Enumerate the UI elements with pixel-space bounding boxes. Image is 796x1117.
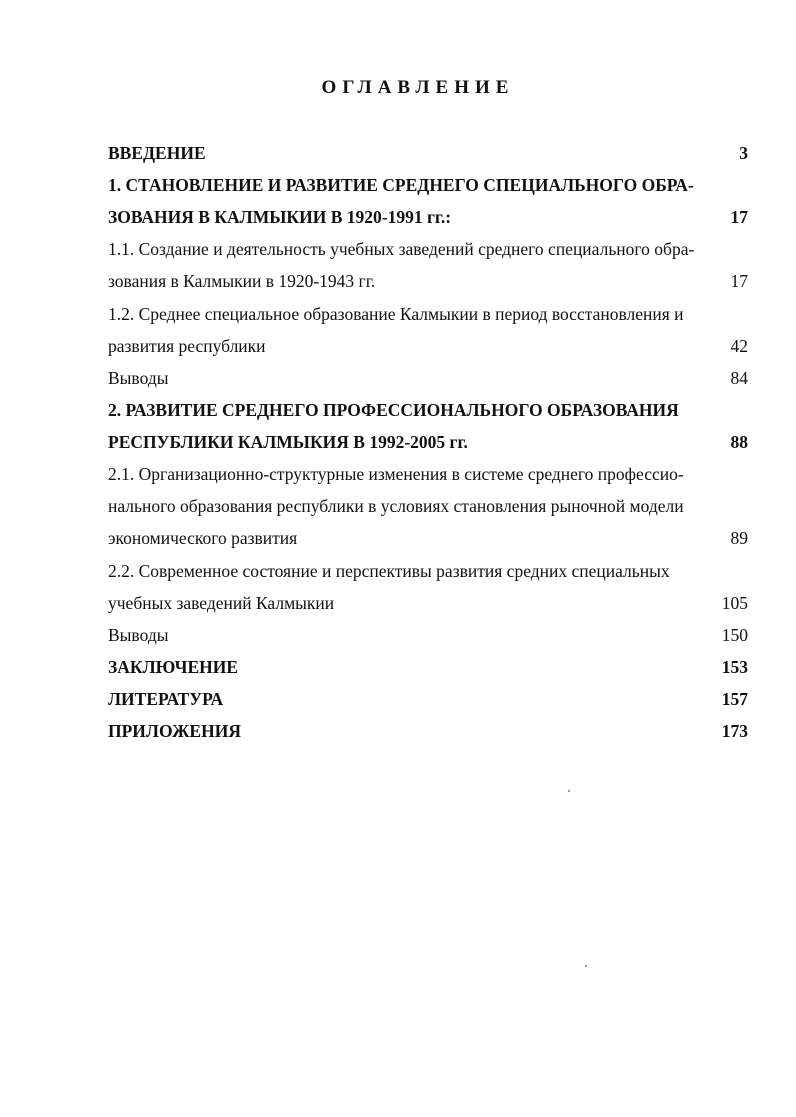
toc-label: 1. СТАНОВЛЕНИЕ И РАЗВИТИЕ СРЕДНЕГО СПЕЦИАЛЬНОГО ОБРА- bbox=[108, 175, 694, 195]
scan-speck bbox=[585, 965, 587, 967]
page-title: ОГЛАВЛЕНИЕ bbox=[321, 77, 515, 98]
toc-page-number: 3 bbox=[739, 143, 748, 163]
toc-page-number: 17 bbox=[730, 271, 748, 291]
toc-entry-section-2-1-line-1[interactable] bbox=[108, 463, 756, 485]
toc-label: ПРИЛОЖЕНИЯ bbox=[108, 721, 241, 741]
scan-speck bbox=[568, 790, 570, 792]
toc-label: Выводы bbox=[108, 368, 169, 388]
toc-entry-literature[interactable] bbox=[108, 688, 756, 710]
toc-page-number: 173 bbox=[721, 721, 748, 741]
toc-entry-section-1-1-line-1[interactable] bbox=[108, 238, 756, 260]
toc-label: 2.2. Современное состояние и перспективы развития средних специальных bbox=[108, 561, 670, 581]
toc-label: учебных заведений Калмыкии bbox=[108, 593, 335, 613]
toc-label: ЗОВАНИЯ В КАЛМЫКИИ В 1920-1991 гг.: bbox=[108, 207, 452, 227]
toc-entry-chapter-1-line-1[interactable] bbox=[108, 174, 756, 196]
toc-entry-section-2-1-line-2[interactable] bbox=[108, 495, 756, 517]
toc-entry-conclusions-1[interactable] bbox=[108, 367, 756, 389]
toc-label: ЗАКЛЮЧЕНИЕ bbox=[108, 657, 239, 677]
toc-label: 2. РАЗВИТИЕ СРЕДНЕГО ПРОФЕССИОНАЛЬНОГО ОБРАЗОВАНИЯ bbox=[108, 400, 679, 420]
toc-page-number: 150 bbox=[721, 625, 748, 645]
toc-label: РЕСПУБЛИКИ КАЛМЫКИЯ В 1992-2005 гг. bbox=[108, 432, 468, 452]
toc-label: ЛИТЕРАТУРА bbox=[108, 689, 224, 709]
toc-label: 2.1. Организационно-структурные изменения в системе среднего профессио- bbox=[108, 464, 684, 484]
toc-entry-chapter-2-line-1[interactable] bbox=[108, 399, 756, 421]
toc-entry-section-1-2-line-1[interactable] bbox=[108, 303, 756, 325]
toc-label: нального образования республики в условиях становления рыночной модели bbox=[108, 496, 684, 516]
toc-entry-section-1-1-line-2[interactable] bbox=[108, 270, 756, 292]
toc-label: Выводы bbox=[108, 625, 169, 645]
toc-page-number: 84 bbox=[730, 368, 748, 388]
toc-label: ВВЕДЕНИЕ bbox=[108, 143, 206, 163]
toc-page-number: 157 bbox=[721, 689, 748, 709]
toc-page-number: 17 bbox=[730, 207, 748, 227]
toc-entry-section-2-2-line-2[interactable] bbox=[108, 592, 756, 614]
toc-entry-appendices[interactable] bbox=[108, 720, 756, 742]
toc-entry-chapter-1-line-2[interactable] bbox=[108, 206, 756, 228]
toc-label: развития республики bbox=[108, 336, 266, 356]
toc-label: зования в Калмыкии в 1920-1943 гг. bbox=[108, 271, 376, 291]
toc-entry-section-2-2-line-1[interactable] bbox=[108, 560, 756, 582]
toc-page-number: 105 bbox=[721, 593, 748, 613]
toc-entry-conclusion[interactable] bbox=[108, 656, 756, 678]
toc-label: 1.2. Среднее специальное образование Калмыкии в период восстановления и bbox=[108, 304, 684, 324]
toc-entry-section-2-1-line-3[interactable] bbox=[108, 527, 756, 549]
toc-label: 1.1. Создание и деятельность учебных заведений среднего специального обра- bbox=[108, 239, 695, 259]
toc-entry-conclusions-2[interactable] bbox=[108, 624, 756, 646]
toc-label: экономического развития bbox=[108, 528, 298, 548]
toc-page-number: 89 bbox=[730, 528, 748, 548]
toc-page-number: 42 bbox=[730, 336, 748, 356]
toc-entry-intro[interactable] bbox=[108, 142, 756, 164]
toc-entry-section-1-2-line-2[interactable] bbox=[108, 335, 756, 357]
toc-page-number: 88 bbox=[730, 432, 748, 452]
toc-page-number: 153 bbox=[721, 657, 748, 677]
toc-entry-chapter-2-line-2[interactable] bbox=[108, 431, 756, 453]
